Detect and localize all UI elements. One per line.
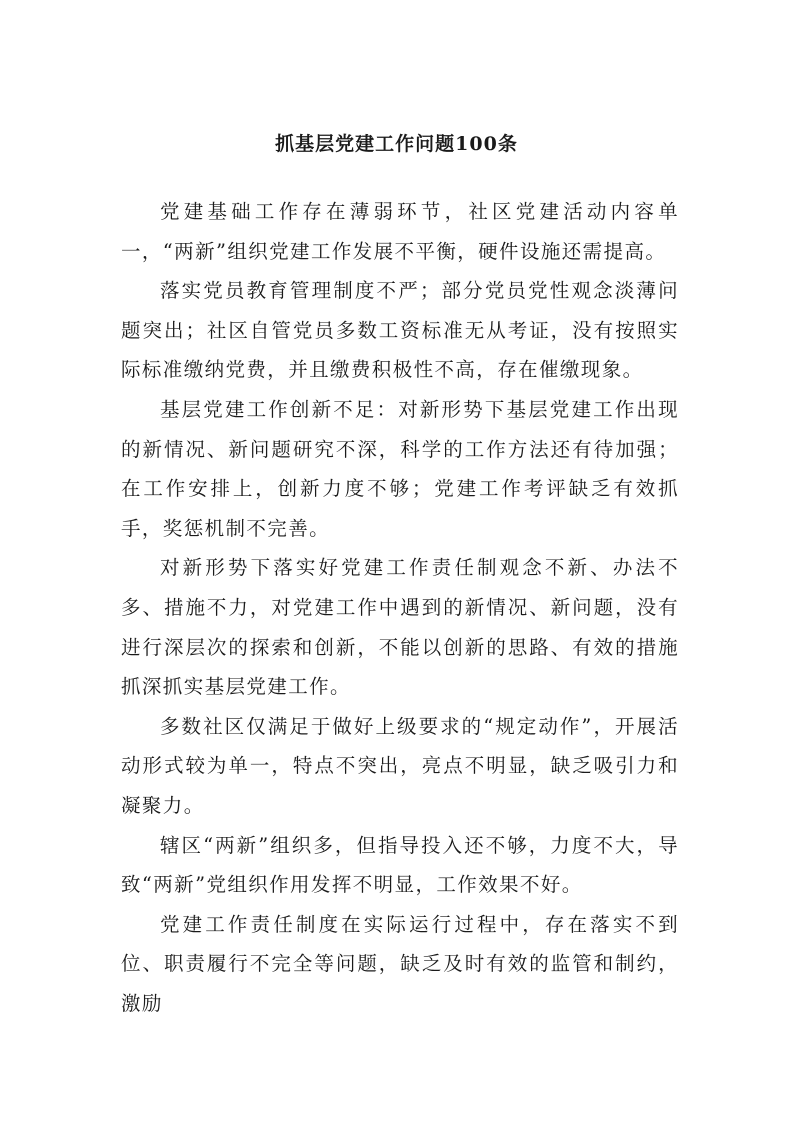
paragraph-1: 党建基础工作存在薄弱环节，社区党建活动内容单一，“两新”组织党建工作发展不平衡，硬件设施还需提高。 (121, 200, 679, 263)
paragraph-6: 辖区“两新”组织多，但指导投入还不够，力度不大，导致“两新”党组织作用发挥不明显，工作效果不好。 (121, 833, 679, 897)
paragraph-7: 党建工作责任制度在实际运行过程中，存在落实不到位、职责履行不完全等问题，缺乏及时有效的监管和制约，激励 (121, 912, 679, 1015)
document-body (121, 192, 679, 1023)
paragraph-2: 落实党员教育管理制度不严；部分党员党性观念淡薄问题突出；社区自管党员多数工资标准无从考证，没有按照实际标准缴纳党费，并且缴费积极性不高，存在催缴现象。 (121, 279, 679, 382)
paragraph-3: 基层党建工作创新不足：对新形势下基层党建工作出现的新情况、新问题研究不深，科学的工作方法还有待加强；在工作安排上，创新力度不够；党建工作考评缺乏有效抓手，奖惩机制不完善。 (121, 397, 679, 540)
paragraph-4: 对新形势下落实好党建工作责任制观念不新、办法不多、措施不力，对党建工作中遇到的新情况、新问题，没有进行深层次的探索和创新，不能以创新的思路、有效的措施抓深抓实基层党建工作。 (121, 556, 679, 699)
paragraph-5: 多数社区仅满足于做好上级要求的“规定动作”，开展活动形式较为单一，特点不突出，亮点不明显，缺乏吸引力和凝聚力。 (121, 714, 679, 817)
document-title: 抓基层党建工作问题100条 (275, 133, 518, 155)
